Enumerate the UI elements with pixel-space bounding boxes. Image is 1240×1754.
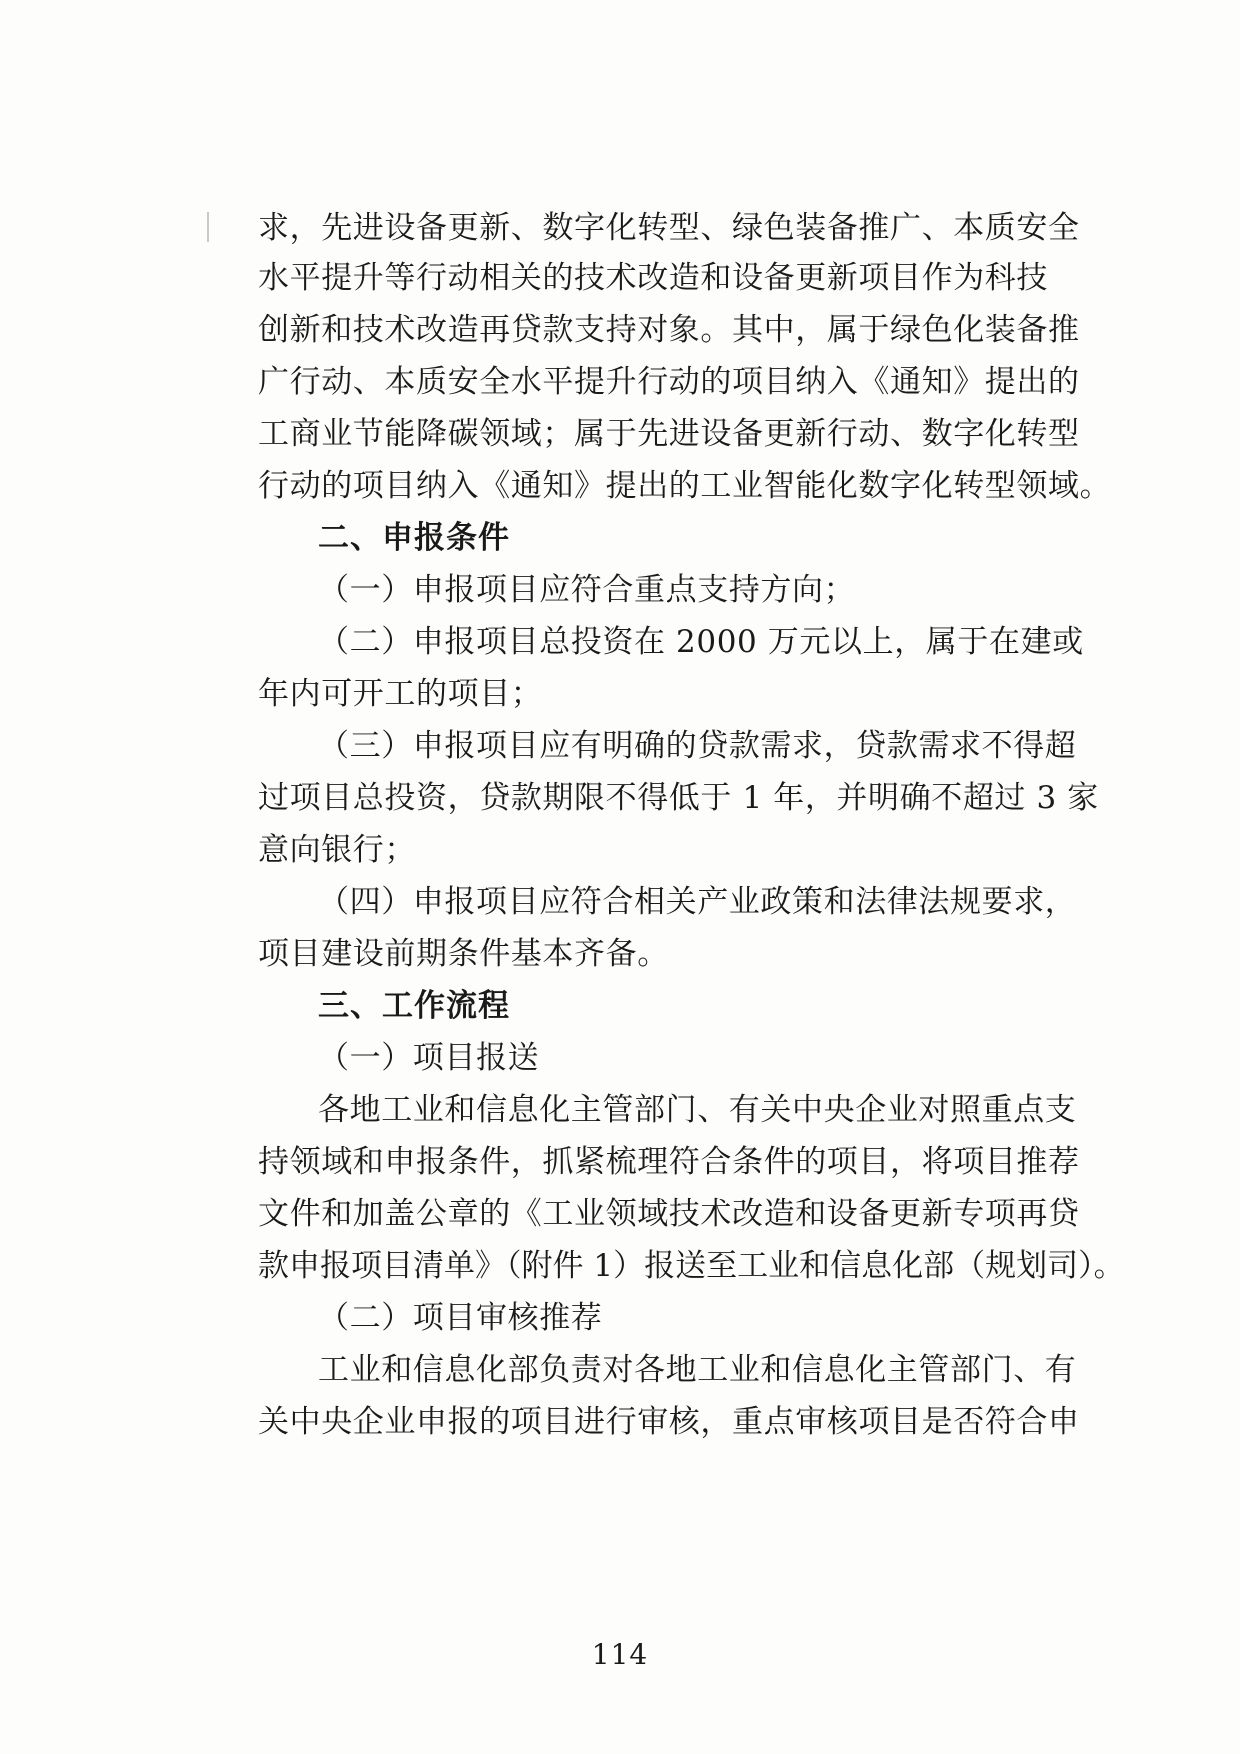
text-line: 创新和技术改造再贷款支持对象。其中，属于绿色化装备推	[258, 312, 1080, 348]
text-line: 各地工业和信息化主管部门、有关中央企业对照重点支	[318, 1092, 1077, 1128]
page-number: 114	[591, 1638, 649, 1671]
section-heading-2: 二、申报条件	[318, 520, 510, 556]
text-line: 工业和信息化部负责对各地工业和信息化主管部门、有	[318, 1352, 1077, 1388]
text-line: （三）申报项目应有明确的贷款需求，贷款需求不得超	[318, 728, 1077, 764]
text-line: 文件和加盖公章的《工业领域技术改造和设备更新专项再贷	[258, 1196, 1080, 1232]
condition-1: （一）申报项目应符合重点支持方向；	[318, 572, 856, 608]
text-line: 款申报项目清单》（附件 1）报送至工业和信息化部（规划司）。	[258, 1248, 1125, 1284]
scan-artifact	[207, 212, 209, 242]
text-line: （二）申报项目总投资在 2000 万元以上，属于在建或	[318, 624, 1084, 660]
subheading-project-submission: （一）项目报送	[318, 1040, 540, 1076]
text-line: （四）申报项目应符合相关产业政策和法律法规要求，	[318, 884, 1077, 920]
text-line: 求，先进设备更新、数字化转型、绿色装备推广、本质安全	[258, 210, 1080, 246]
text-line: 年内可开工的项目；	[258, 676, 543, 712]
text-line: 广行动、本质安全水平提升行动的项目纳入《通知》提出的	[258, 364, 1080, 400]
section-heading-3: 三、工作流程	[318, 988, 510, 1024]
text-line: 持领域和申报条件，抓紧梳理符合条件的项目，将项目推荐	[258, 1144, 1080, 1180]
text-line: 关中央企业申报的项目进行审核，重点审核项目是否符合申	[258, 1404, 1080, 1440]
text-line: 过项目总投资，贷款期限不得低于 1 年，并明确不超过 3 家	[258, 780, 1099, 816]
text-line: 行动的项目纳入《通知》提出的工业智能化数字化转型领域。	[258, 468, 1112, 504]
text-line: 意向银行；	[258, 832, 416, 868]
text-line: 水平提升等行动相关的技术改造和设备更新项目作为科技	[258, 260, 1048, 296]
subheading-review: （二）项目审核推荐	[318, 1300, 603, 1336]
text-line: 项目建设前期条件基本齐备。	[258, 936, 669, 972]
text-line: 工商业节能降碳领域；属于先进设备更新行动、数字化转型	[258, 416, 1080, 452]
